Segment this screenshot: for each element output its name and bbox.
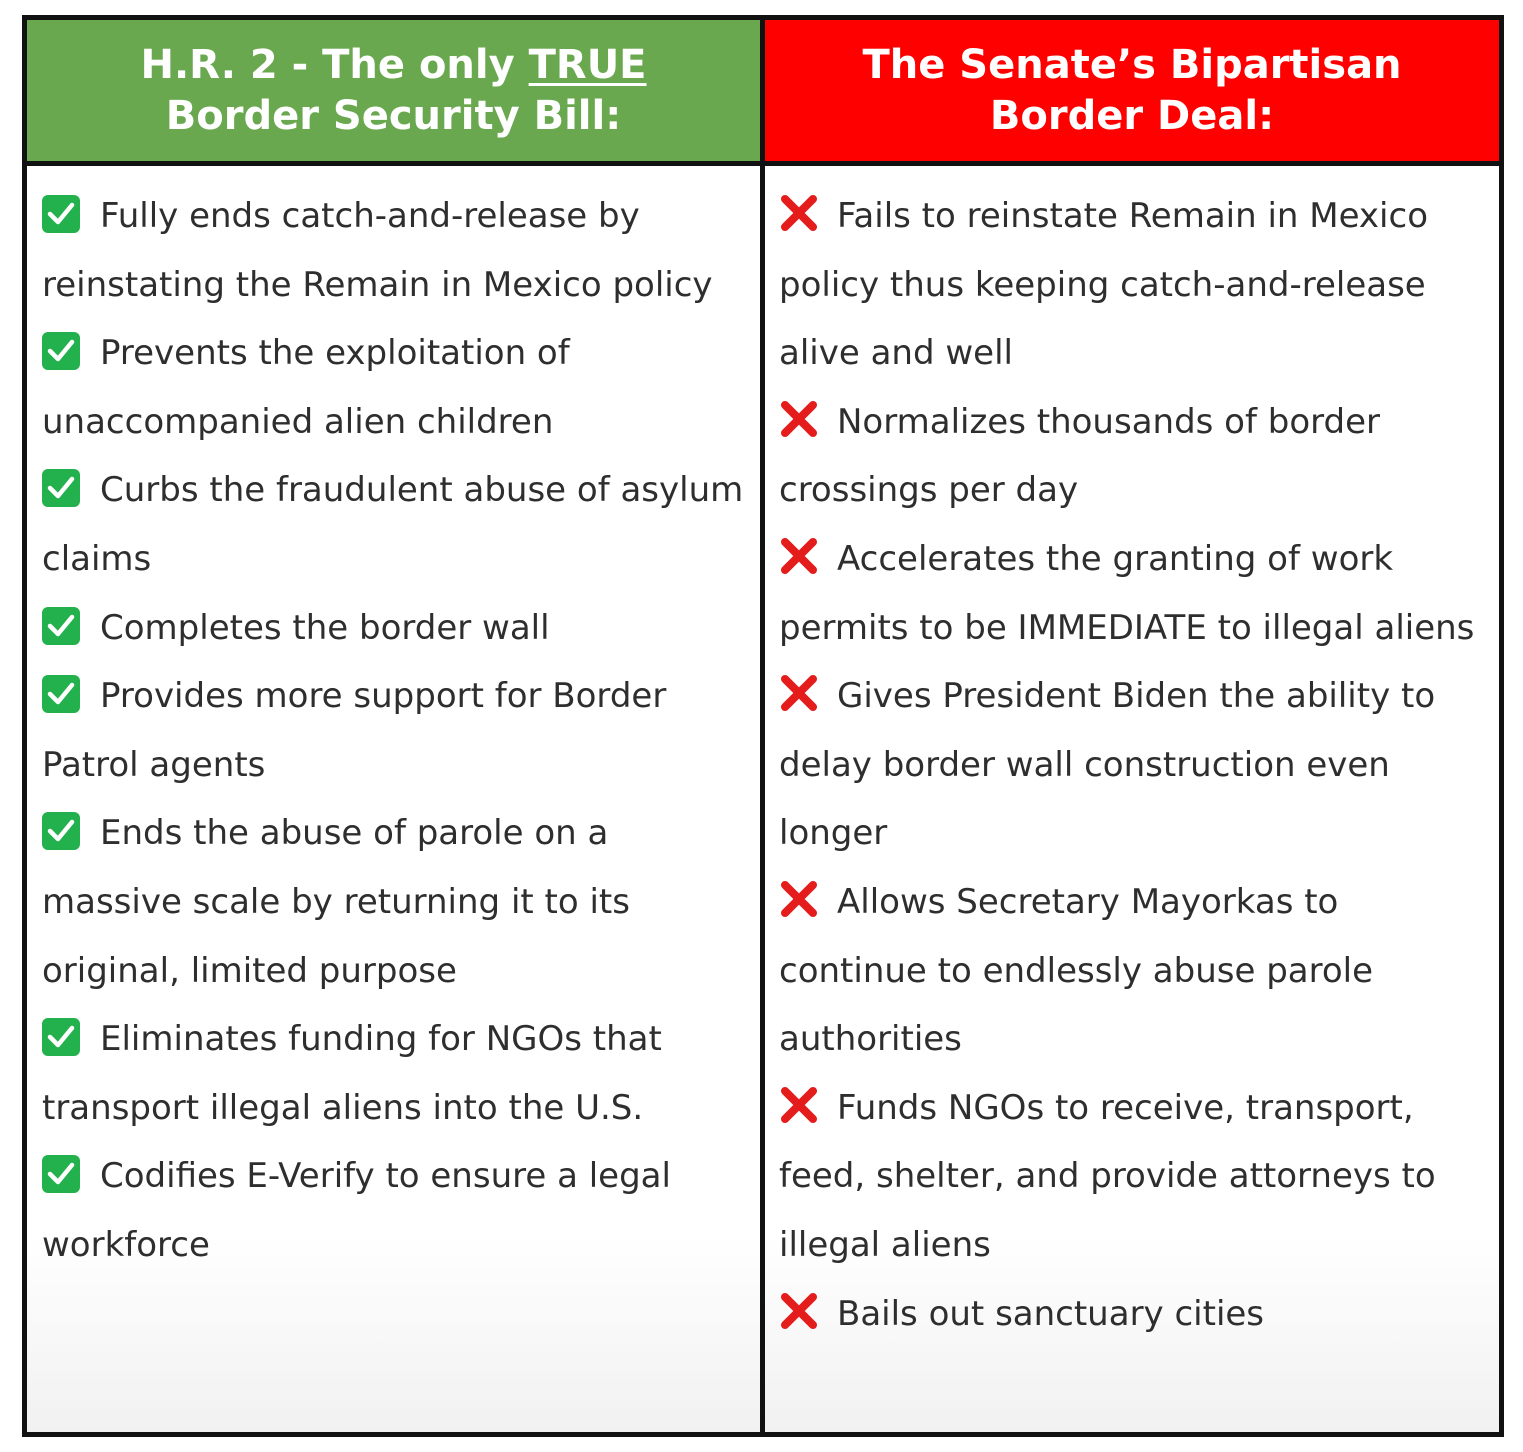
list-item: Gives President Biden the ability to delay border wall construction even longer — [779, 662, 1485, 868]
check-mark-icon — [42, 195, 80, 233]
cross-mark-icon — [779, 536, 819, 576]
comparison-table — [22, 15, 1504, 1437]
cross-mark-icon — [779, 1291, 819, 1331]
check-mark-icon — [42, 1155, 80, 1193]
check-mark-icon — [42, 332, 80, 370]
check-mark-icon — [42, 607, 80, 645]
check-mark-icon — [42, 1018, 80, 1056]
cross-mark-icon — [779, 879, 819, 919]
list-item: Prevents the exploitation of unaccompanied alien children — [42, 333, 570, 442]
cross-mark-icon — [779, 673, 819, 713]
check-mark-icon — [42, 469, 80, 507]
list-item: Curbs the fraudulent abuse of asylum claims — [42, 470, 744, 579]
hr2-column-header — [27, 20, 765, 166]
hr2-benefits-list — [27, 166, 765, 1432]
list-item: Ends the abuse of parole on a massive scale by returning it to its original, limited purpose — [42, 813, 630, 991]
senate-header-text: The Senate’s Bipartisan Border Deal: — [862, 41, 1402, 139]
list-item: Fails to reinstate Remain in Mexico policy thus keeping catch-and-release alive and well — [779, 182, 1485, 388]
cross-mark-icon — [779, 399, 819, 439]
list-item: Bails out sanctuary cities — [779, 1280, 1485, 1349]
cross-mark-icon — [779, 193, 819, 233]
list-item: Codifies E-Verify to ensure a legal workforce — [42, 1156, 671, 1265]
cross-mark-icon — [779, 1085, 819, 1125]
true-emphasis: TRUE — [528, 41, 647, 88]
list-item: Fully ends catch-and-release by reinstating the Remain in Mexico policy — [42, 196, 713, 305]
list-item: Accelerates the granting of work permits to be IMMEDIATE to illegal aliens — [779, 525, 1485, 662]
check-mark-icon — [42, 675, 80, 713]
list-item: Completes the border wall — [42, 594, 746, 663]
list-item: Normalizes thousands of border crossings per day — [779, 388, 1485, 525]
list-item: Provides more support for Border Patrol agents — [42, 676, 667, 785]
hr2-header-text: H.R. 2 - The only TRUE Border Security Bill: — [140, 41, 647, 139]
senate-deal-column-header — [765, 20, 1499, 166]
check-mark-icon — [42, 812, 80, 850]
list-item: Allows Secretary Mayorkas to continue to endlessly abuse parole authorities — [779, 868, 1485, 1074]
list-item: Funds NGOs to receive, transport, feed, shelter, and provide attorneys to illegal aliens — [779, 1074, 1485, 1280]
senate-deal-drawbacks-list — [765, 166, 1499, 1432]
list-item: Eliminates funding for NGOs that transport illegal aliens into the U.S. — [42, 1019, 662, 1128]
